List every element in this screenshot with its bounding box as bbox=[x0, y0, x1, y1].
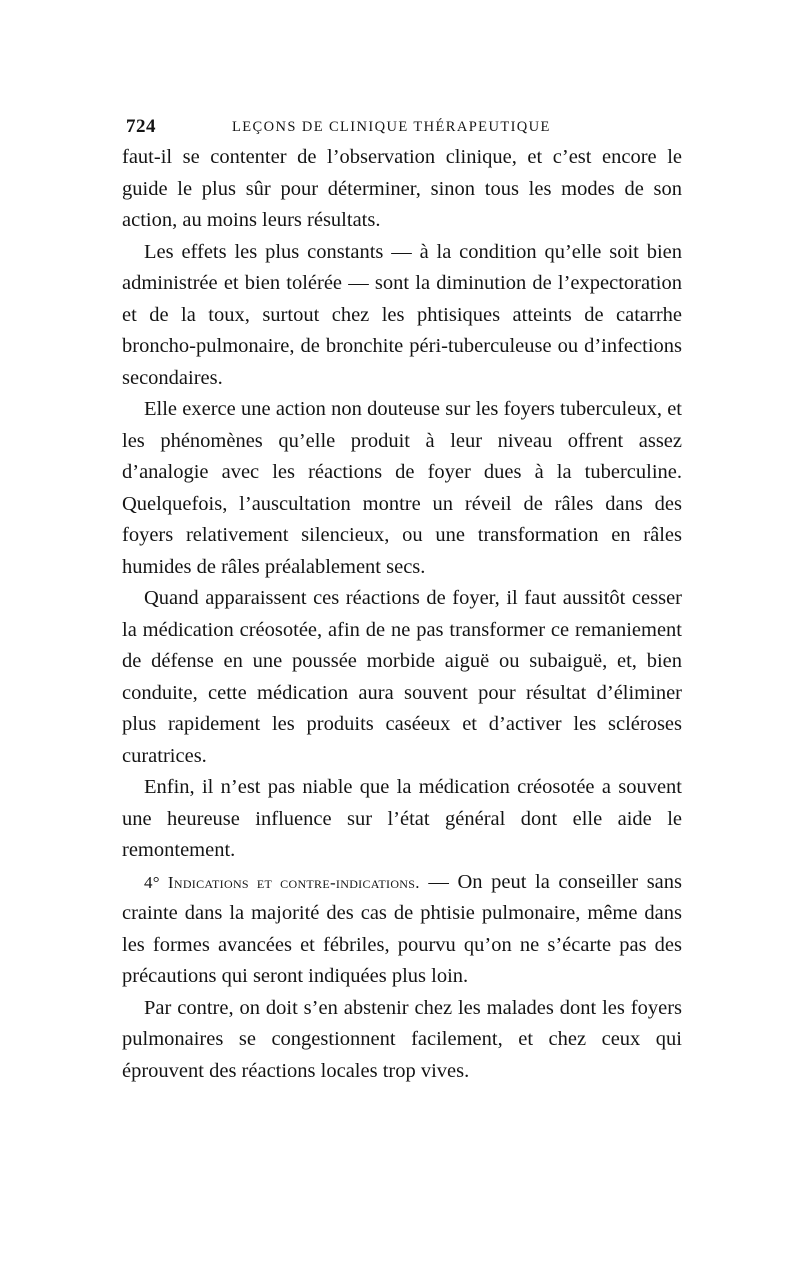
page-number: 724 bbox=[126, 116, 156, 137]
paragraph-general-state: Enfin, il n’est pas niable que la médication créosotée a souvent une heureuse influence sur l’état général dont elle aide le remontement. bbox=[122, 776, 682, 861]
paragraph-foyer-reactions: Quand apparaissent ces réactions de foyer, il faut aussitôt cesser la médication créosotée, afin de ne pas transformer ce remaniement de défense en une poussée morbide aiguë ou subaiguë, et, bien conduite, cette médication aura souvent pour résultat d’éliminer plus rapidement les produits caséeux et d’activer les scléroses curatrices. bbox=[122, 587, 682, 767]
paragraph-foyer-action: Elle exerce une action non douteuse sur les foyers tuberculeux, et les phénomènes qu’elle produit à leur niveau offrent assez d’analogie avec les réactions de foyer dues à la tuberculine. Quelquefois, l’auscultation montre un réveil de râles dans des foyers relativement silencieux, ou une transformation en râles humides de râles préalablement secs. bbox=[122, 398, 682, 578]
body-text bbox=[122, 142, 682, 1087]
running-title: LEÇONS DE CLINIQUE THÉRAPEUTIQUE bbox=[232, 119, 551, 135]
paragraph-contraindications: Par contre, on doit s’en abstenir chez les malades dont les foyers pulmonaires se congestionnent facilement, et chez ceux qui éprouvent des réactions locales trop vives. bbox=[122, 996, 682, 1082]
section-heading-indications: 4° Indications et contre-indications. bbox=[144, 872, 420, 892]
running-head bbox=[122, 112, 682, 142]
paragraph-continuation: faut-il se contenter de l’observation clinique, et c’est encore le guide le plus sûr pour déterminer, sinon tous les modes de son action, au moins leurs résultats. bbox=[122, 146, 682, 231]
paragraph-effects: Les effets les plus constants — à la condition qu’elle soit bien administrée et bien tolérée — sont la diminution de l’expectoration et de la toux, surtout chez les phtisiques atteints de catarrhe broncho-pulmonaire, de bronchite péri-tuberculeuse ou d’infections secondaires. bbox=[122, 240, 682, 389]
indications-text: — On peut la conseiller sans crainte dans la majorité des cas de phtisie pulmonaire, même dans les formes avancées et fébriles, pourvu qu’on ne s’écarte pas des précautions qui seront indiquées plus loin. bbox=[122, 870, 682, 987]
paragraph-indications bbox=[122, 867, 682, 993]
book-page bbox=[122, 112, 682, 1087]
